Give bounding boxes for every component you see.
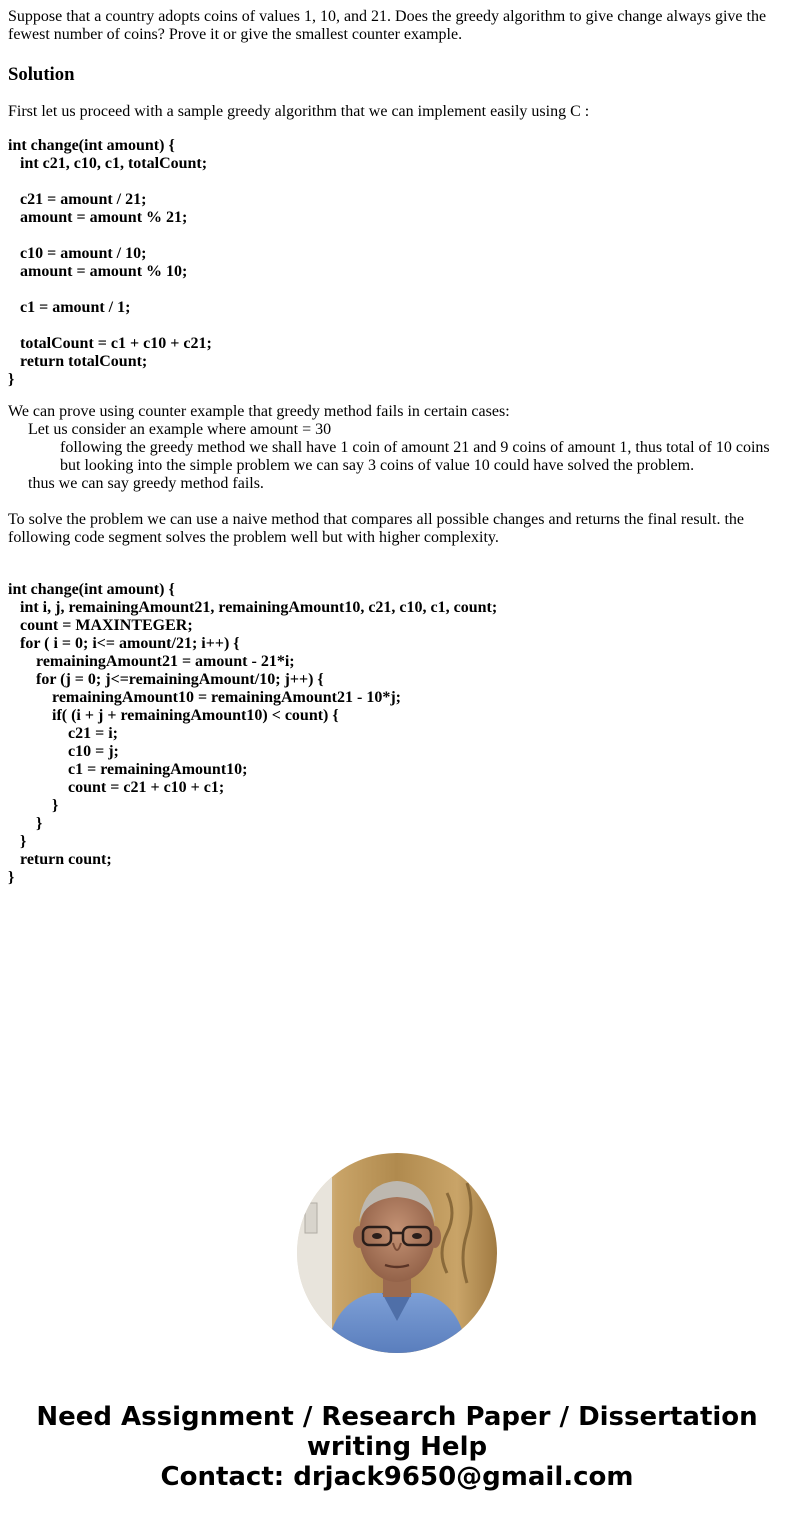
counter-example bbox=[8, 403, 788, 493]
greedy-code-line bbox=[8, 317, 12, 334]
greedy-code-line bbox=[8, 173, 12, 190]
naive-code-line: int i, j, remainingAmount21, remainingAmount10, c21, c10, c1, count; bbox=[8, 599, 498, 616]
naive-code-line: for ( i = 0; i<= amount/21; i++) { bbox=[8, 635, 240, 652]
contact-footer bbox=[0, 1402, 794, 1492]
naive-code-line: } bbox=[8, 833, 27, 850]
author-portrait-image bbox=[297, 1153, 497, 1353]
naive-code-block bbox=[8, 581, 497, 887]
naive-code-line: return count; bbox=[8, 851, 112, 868]
naive-code-line: count = c21 + c10 + c1; bbox=[8, 779, 225, 796]
solution-heading: Solution bbox=[8, 64, 75, 85]
naive-code-line: if( (i + j + remainingAmount10) < count) { bbox=[8, 707, 339, 724]
author-avatar bbox=[297, 1153, 497, 1353]
document-page bbox=[8, 8, 786, 886]
naive-code-line: c10 = j; bbox=[8, 743, 119, 760]
counter-detail-2: but looking into the simple problem we can say 3 coins of value 10 could have solved the problem. bbox=[60, 457, 695, 474]
counter-lead: We can prove using counter example that greedy method fails in certain cases: bbox=[8, 403, 510, 420]
greedy-code-block bbox=[8, 137, 212, 389]
counter-conclusion: thus we can say greedy method fails. bbox=[28, 475, 264, 492]
naive-code-line: c21 = i; bbox=[8, 725, 118, 742]
naive-code-line: remainingAmount21 = amount - 21*i; bbox=[8, 653, 295, 670]
intro-text: First let us proceed with a sample greedy algorithm that we can implement easily using C : bbox=[8, 103, 590, 120]
counter-example-line: Let us consider an example where amount = 30 bbox=[28, 421, 332, 438]
naive-code-line: int change(int amount) { bbox=[8, 581, 175, 598]
greedy-code-line: totalCount = c1 + c10 + c21; bbox=[8, 335, 212, 352]
greedy-code-line: c10 = amount / 10; bbox=[8, 245, 147, 262]
greedy-code-line: amount = amount % 10; bbox=[8, 263, 188, 280]
greedy-code-line: return totalCount; bbox=[8, 353, 148, 370]
greedy-code-line: c1 = amount / 1; bbox=[8, 299, 131, 316]
naive-code-line: remainingAmount10 = remainingAmount21 - 10*j; bbox=[8, 689, 401, 706]
footer-line-1: Need Assignment / Research Paper / Dissertation bbox=[36, 1402, 758, 1432]
footer-contact-line: Contact: drjack9650@gmail.com bbox=[160, 1462, 634, 1492]
naive-code-line: count = MAXINTEGER; bbox=[8, 617, 193, 634]
naive-code-line: c1 = remainingAmount10; bbox=[8, 761, 248, 778]
greedy-code-line: amount = amount % 21; bbox=[8, 209, 188, 226]
greedy-code-line: int change(int amount) { bbox=[8, 137, 175, 154]
naive-method-text: To solve the problem we can use a naive method that compares all possible changes and returns the final result. the following code segment solves the problem well but with higher complexity. bbox=[8, 511, 744, 546]
footer-line-2: writing Help bbox=[306, 1432, 488, 1462]
question-text: Suppose that a country adopts coins of values 1, 10, and 21. Does the greedy algorithm to give change always give the fewest number of coins? Prove it or give the smallest counter example. bbox=[8, 8, 767, 43]
counter-detail-1: following the greedy method we shall have 1 coin of amount 21 and 9 coins of amount 1, thus total of 10 coins bbox=[60, 439, 770, 456]
greedy-code-line: } bbox=[8, 371, 15, 388]
naive-code-line: } bbox=[8, 869, 15, 886]
greedy-code-line: c21 = amount / 21; bbox=[8, 191, 147, 208]
greedy-code-line: int c21, c10, c1, totalCount; bbox=[8, 155, 208, 172]
greedy-code-line bbox=[8, 281, 12, 298]
naive-code-line: } bbox=[8, 797, 59, 814]
greedy-code-line bbox=[8, 227, 12, 244]
naive-code-line: for (j = 0; j<=remainingAmount/10; j++) { bbox=[8, 671, 324, 688]
naive-code-line: } bbox=[8, 815, 43, 832]
